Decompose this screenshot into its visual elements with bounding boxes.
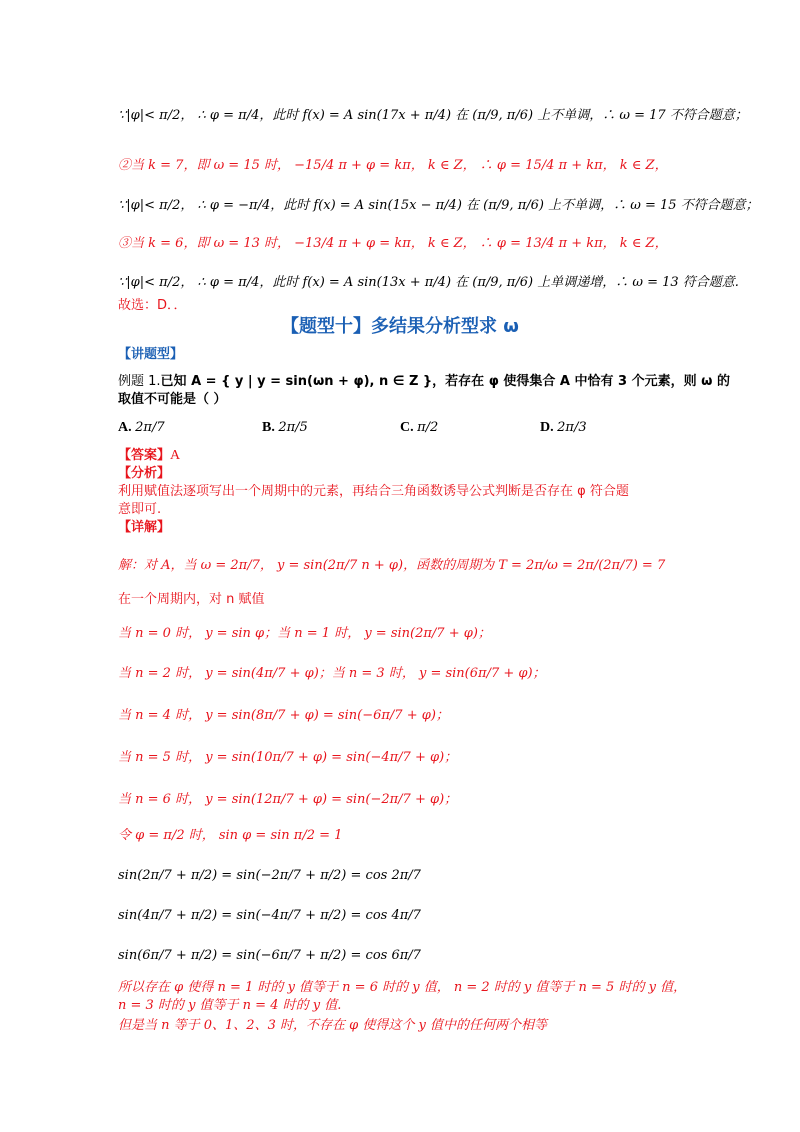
detail-tag: 【详解】 (118, 520, 171, 535)
option-c-label: C. (400, 420, 414, 435)
solution-line-8: 令 φ = π/2 时， sin φ = sin π/2 = 1 (118, 828, 343, 843)
option-a-value: 2π/7 (135, 420, 165, 435)
text-line-4: ③当 k = 6，即 ω = 13 时， −13/4 π + φ = kπ， k ∈ Z， ∴ φ = 13/4 π + kπ， k ∈ Z， (118, 236, 668, 251)
solution-line-11: sin(6π/7 + π/2) = sin(−6π/7 + π/2) = cos 6π/7 (118, 948, 421, 963)
answer-line (118, 446, 180, 466)
option-c-value: π/2 (417, 420, 439, 435)
answer-value: A (170, 448, 181, 463)
answer-tag: 【答案】 (118, 448, 171, 463)
text-line-1: ∵|φ|< π/2， ∴ φ = π/4，此时 f(x) = A sin(17x + π/4) 在 (π/9, π/6) 上不单调，∴ ω = 17 不符合题意； (118, 108, 748, 123)
text-line-2: ②当 k = 7，即 ω = 15 时， −15/4 π + φ = kπ， k ∈ Z， ∴ φ = 15/4 π + kπ， k ∈ Z， (118, 158, 668, 173)
text-line-5: ∵|φ|< π/2， ∴ φ = π/4，此时 f(x) = A sin(13x + π/4) 在 (π/9, π/6) 上单调递增，∴ ω = 13 符合题意. (118, 275, 739, 290)
solution-line-3: 当 n = 0 时， y = sin φ；当 n = 1 时， y = sin(2π/7 + φ)； (118, 626, 491, 641)
solution-line-12: 所以存在 φ 使得 n = 1 时的 y 值等于 n = 6 时的 y 值， n = 2 时的 y 值等于 n = 5 时的 y 值， (118, 980, 687, 995)
analysis-text-1: 利用赋值法逐项写出一个周期中的元素，再结合三角函数诱导公式判断是否存在 φ 符合题 (118, 484, 629, 499)
conclusion-line: 故选：D．． (118, 298, 187, 313)
solution-line-5: 当 n = 4 时， y = sin(8π/7 + φ) = sin(−6π/7 + φ)； (118, 708, 449, 723)
problem-label: 例题 1. (118, 374, 161, 389)
option-a (118, 418, 165, 438)
solution-line-4: 当 n = 2 时， y = sin(4π/7 + φ)；当 n = 3 时， y = sin(6π/7 + φ)； (118, 666, 546, 681)
analysis-text-2: 意即可. (118, 502, 162, 517)
solution-line-13: n = 3 时的 y 值等于 n = 4 时的 y 值. (118, 998, 342, 1013)
solution-line-7: 当 n = 6 时， y = sin(12π/7 + φ) = sin(−2π/7 + φ)； (118, 792, 458, 807)
option-d (540, 418, 587, 438)
option-d-value: 2π/3 (557, 420, 587, 435)
problem-statement-cont: 取值不可能是（ ） (118, 392, 227, 407)
option-b-value: 2π/5 (278, 420, 308, 435)
solution-line-14: 但是当 n 等于 0、1、2、3 时，不存在 φ 使得这个 y 值中的任何两个相等 (118, 1018, 547, 1033)
text-line-3: ∵|φ|< π/2， ∴ φ = −π/4，此时 f(x) = A sin(15x − π/4) 在 (π/9, π/6) 上不单调，∴ ω = 15 不符合题意； (118, 198, 759, 213)
solution-line-6: 当 n = 5 时， y = sin(10π/7 + φ) = sin(−4π/7 + φ)； (118, 750, 458, 765)
option-a-label: A. (118, 420, 132, 435)
section-title: 【题型十】多结果分析型求 ω (281, 316, 519, 337)
analysis-tag: 【分析】 (118, 466, 171, 481)
solution-line-9: sin(2π/7 + π/2) = sin(−2π/7 + π/2) = cos 2π/7 (118, 868, 421, 883)
problem-text: 已知 A = { y | y = sin(ωn + φ), n ∈ Z }，若存在 φ 使得集合 A 中恰有 3 个元素，则 ω 的 (160, 374, 730, 389)
problem-statement (118, 372, 730, 392)
option-d-label: D. (540, 420, 554, 435)
option-b-label: B. (262, 420, 275, 435)
tag-jiangtixing: 【讲题型】 (118, 347, 184, 362)
solution-line-2: 在一个周期内，对 n 赋值 (118, 592, 265, 607)
solution-line-10: sin(4π/7 + π/2) = sin(−4π/7 + π/2) = cos 4π/7 (118, 908, 421, 923)
option-c (400, 418, 438, 438)
solution-line-1: 解：对 A，当 ω = 2π/7， y = sin(2π/7 n + φ)，函数的周期为 T = 2π/ω = 2π/(2π/7) = 7 (118, 558, 666, 573)
option-b (262, 418, 308, 438)
